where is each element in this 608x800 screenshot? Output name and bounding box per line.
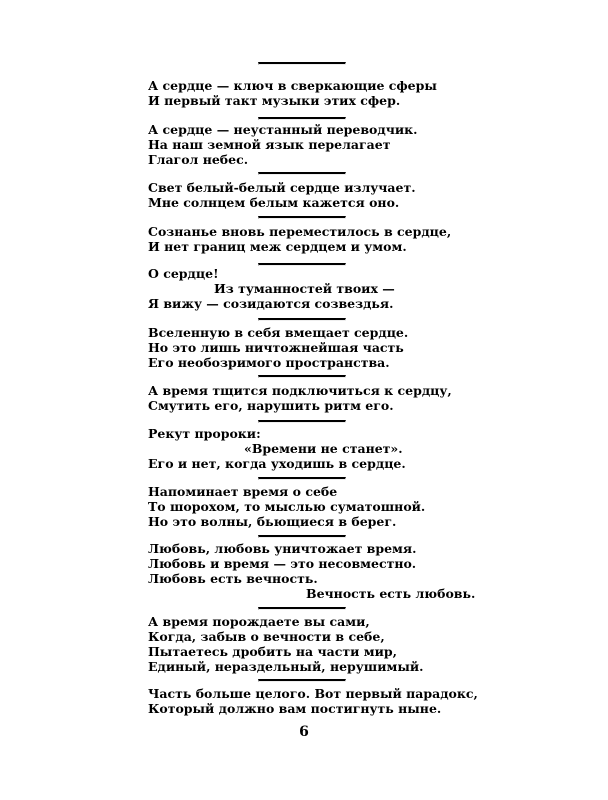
verse-line: Глагол небес. (148, 152, 249, 167)
verse-line: Когда, забыв о вечности в себе, (148, 629, 385, 644)
verse-line: Вселенную в себя вмещает сердце. (148, 325, 409, 340)
stanza-8 (148, 426, 468, 471)
verse-line: Но это волны, бьющиеся в берег. (148, 514, 397, 529)
verse-line: А время порождаете вы сами, (148, 614, 370, 629)
section-divider (258, 375, 346, 378)
verse-line: И нет границ меж сердцем и умом. (148, 239, 407, 254)
stanza-9 (148, 484, 468, 529)
stanza-2 (148, 122, 468, 167)
stanza-10 (148, 541, 476, 601)
section-divider (258, 420, 346, 423)
stanza-7 (148, 383, 468, 413)
verse-line: Пытаетесь дробить на части мир, (148, 644, 397, 659)
section-divider (258, 477, 346, 480)
verse-line: Его и нет, когда уходишь в сердце. (148, 456, 406, 471)
stanza-11 (148, 614, 468, 674)
verse-line: А время тщится подключиться к сердцу, (148, 383, 452, 398)
verse-line: «Времени не станет». (244, 441, 403, 456)
verse-line: Часть больше целого. Вот первый парадокс, (148, 686, 478, 701)
verse-line: Свет белый-белый сердце излучает. (148, 180, 416, 195)
verse-line: Смутить его, нарушить ритм его. (148, 398, 394, 413)
verse-line: О сердце! (148, 266, 219, 281)
verse-line: И первый такт музыки этих сфер. (148, 93, 401, 108)
verse-line: Единый, нераздельный, нерушимый. (148, 659, 424, 674)
verse-line: Мне солнцем белым кажется оно. (148, 195, 400, 210)
verse-line: Любовь есть вечность. (148, 571, 318, 586)
verse-line: Любовь и время — это несовместно. (148, 556, 417, 571)
verse-line: Его необозримого пространства. (148, 355, 390, 370)
section-divider (258, 679, 346, 682)
verse-line: Рекут пророки: (148, 426, 261, 441)
verse-line: На наш земной язык перелагает (148, 137, 391, 152)
section-divider (258, 117, 346, 120)
verse-line: Сознанье вновь переместилось в сердце, (148, 224, 452, 239)
verse-line: То шорохом, то мыслью суматошной. (148, 499, 426, 514)
stanza-12 (148, 686, 478, 716)
section-divider (258, 607, 346, 610)
stanza-3 (148, 180, 468, 210)
verse-line: Любовь, любовь уничтожает время. (148, 541, 417, 556)
verse-line: Я вижу — созидаются созвездья. (148, 296, 394, 311)
page-number: 6 (299, 724, 309, 740)
verse-line: Но это лишь ничтожнейшая часть (148, 340, 404, 355)
section-divider (258, 535, 346, 538)
stanza-4 (148, 224, 468, 254)
stanza-1 (148, 78, 468, 108)
verse-line: Из туманностей твоих — (214, 281, 395, 296)
stanza-5 (148, 266, 468, 311)
verse-line: Вечность есть любовь. (306, 586, 476, 601)
verse-line: А сердце — неустанный переводчик. (148, 122, 418, 137)
section-divider (258, 216, 346, 219)
section-divider (258, 172, 346, 175)
section-divider (258, 62, 346, 65)
verse-line: Напоминает время о себе (148, 484, 338, 499)
section-divider (258, 318, 346, 321)
stanza-6 (148, 325, 468, 370)
verse-line: А сердце — ключ в сверкающие сферы (148, 78, 437, 93)
verse-line: Который должно вам постигнуть ныне. (148, 701, 442, 716)
